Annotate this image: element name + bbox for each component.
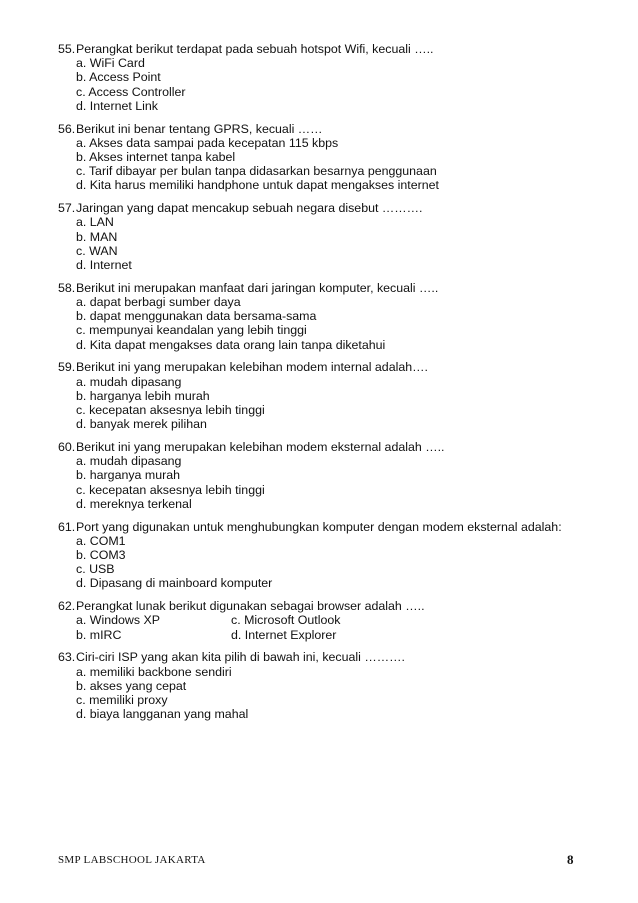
answer-option: c. memiliki proxy (76, 693, 168, 708)
answer-option: d. mereknya terkenal (76, 496, 192, 511)
answer-option: b. harganya lebih murah (76, 388, 210, 403)
question-number: 62. (58, 599, 76, 614)
answer-option: d. Internet Explorer (231, 627, 337, 642)
answer-options (58, 375, 578, 432)
page-number: 8 (567, 852, 574, 867)
answer-option: b. akses yang cepat (76, 678, 187, 693)
answer-options (58, 56, 578, 113)
question-number: 57. (58, 201, 76, 216)
answer-option: c. Microsoft Outlook (231, 613, 341, 628)
answer-option: d. Internet (76, 258, 132, 273)
answer-option: c. WAN (76, 243, 118, 258)
answer-option: b. COM3 (76, 548, 126, 563)
answer-option: c. mempunyai keandalan yang lebih tinggi (76, 323, 307, 338)
answer-option: d. Dipasang di mainboard komputer (76, 576, 273, 591)
answer-option: b. mIRC (76, 627, 122, 642)
answer-options (58, 534, 578, 591)
question-stem (58, 599, 578, 613)
answer-option: a. mudah dipasang (76, 374, 182, 389)
question-item (58, 281, 578, 352)
question-text: Berikut ini yang merupakan kelebihan modem eksternal adalah ….. (76, 440, 445, 455)
answer-option: b. MAN (76, 229, 118, 244)
question-text: Berikut ini benar tentang GPRS, kecuali …… (76, 121, 323, 136)
question-stem (58, 122, 578, 136)
answer-options (58, 215, 578, 272)
answer-option: b. harganya murah (76, 468, 181, 483)
question-item (58, 650, 578, 721)
question-text: Berikut ini merupakan manfaat dari jaringan komputer, kecuali ….. (76, 280, 439, 295)
answer-options (58, 613, 578, 641)
question-number: 60. (58, 440, 76, 455)
answer-options (58, 454, 578, 511)
answer-option: c. Tarif dibayar per bulan tanpa didasarkan besarnya penggunaan (76, 164, 437, 179)
question-item (58, 42, 578, 113)
answer-option-row (76, 628, 578, 642)
question-text: Berikut ini yang merupakan kelebihan modem internal adalah…. (76, 360, 428, 375)
question-item (58, 440, 578, 511)
question-stem (58, 520, 578, 534)
answer-option: c. kecepatan aksesnya lebih tinggi (76, 482, 265, 497)
answer-option-row (76, 613, 578, 627)
question-text: Port yang digunakan untuk menghubungkan komputer dengan modem eksternal adalah: (76, 519, 562, 534)
question-number: 63. (58, 650, 76, 665)
question-text: Perangkat lunak berikut digunakan sebagai browser adalah ….. (76, 599, 425, 614)
answer-option: a. memiliki backbone sendiri (76, 664, 232, 679)
question-number: 55. (58, 42, 76, 56)
question-stem (58, 201, 578, 215)
answer-option: b. Akses internet tanpa kabel (76, 150, 236, 165)
answer-option: a. dapat berbagi sumber daya (76, 295, 241, 310)
answer-option: a. WiFi Card (76, 56, 145, 71)
answer-option: c. Access Controller (76, 84, 186, 99)
question-text: Jaringan yang dapat mencakup sebuah negara disebut ………. (76, 201, 423, 216)
answer-option: a. mudah dipasang (76, 454, 182, 469)
question-item (58, 599, 578, 642)
answer-option: d. banyak merek pilihan (76, 417, 207, 432)
question-list (58, 42, 578, 730)
question-stem (58, 360, 578, 374)
question-stem (58, 440, 578, 454)
question-text: Perangkat berikut terdapat pada sebuah hotspot Wifi, kecuali ….. (76, 42, 434, 56)
answer-option: d. biaya langganan yang mahal (76, 707, 249, 722)
question-item (58, 520, 578, 591)
question-number: 58. (58, 280, 76, 295)
answer-options (58, 665, 578, 722)
answer-option: c. kecepatan aksesnya lebih tinggi (76, 403, 265, 418)
question-number: 61. (58, 519, 76, 534)
question-number: 59. (58, 360, 76, 375)
question-stem (58, 650, 578, 664)
question-item (58, 122, 578, 193)
answer-option: b. Access Point (76, 70, 161, 85)
question-number: 56. (58, 121, 76, 136)
answer-option: d. Kita harus memiliki handphone untuk dapat mengakses internet (76, 178, 439, 193)
question-item (58, 360, 578, 431)
answer-options (58, 295, 578, 352)
question-text: Ciri-ciri ISP yang akan kita pilih di bawah ini, kecuali ………. (76, 650, 405, 665)
answer-option: a. COM1 (76, 533, 126, 548)
question-stem (58, 42, 578, 56)
answer-option: c. USB (76, 562, 115, 577)
answer-options (58, 136, 578, 193)
answer-option: b. dapat menggunakan data bersama-sama (76, 309, 317, 324)
answer-option: d. Kita dapat mengakses data orang lain tanpa diketahui (76, 337, 386, 352)
answer-option: a. Akses data sampai pada kecepatan 115 kbps (76, 135, 339, 150)
question-item (58, 201, 578, 272)
answer-option: a. Windows XP (76, 613, 161, 628)
question-stem (58, 281, 578, 295)
answer-option: d. Internet Link (76, 98, 158, 113)
answer-option: a. LAN (76, 215, 114, 230)
footer-school-name: SMP LABSCHOOL JAKARTA (58, 854, 206, 866)
